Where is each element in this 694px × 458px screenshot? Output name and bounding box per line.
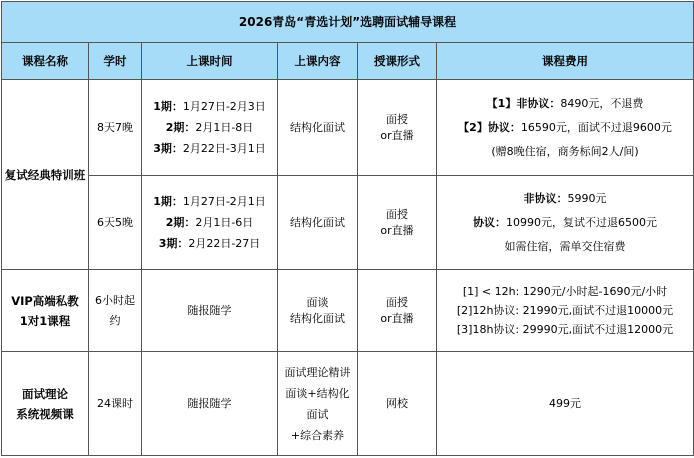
table-row <box>2 352 694 456</box>
fee-value: 10990元，复试不过退6500元 <box>506 215 657 229</box>
course-content <box>278 352 358 456</box>
format-line: or直播 <box>380 128 414 142</box>
table-row <box>2 176 694 270</box>
header-content: 上课内容 <box>278 43 358 80</box>
table-row <box>2 80 694 176</box>
header-fee: 课程费用 <box>437 43 694 80</box>
course-name <box>2 80 89 270</box>
schedule-value: 2月1日-6日 <box>195 216 254 229</box>
header-hours: 学时 <box>89 43 142 80</box>
course-hours: 8天7晚 <box>89 80 142 176</box>
fee-label: 【1】非协议： <box>486 96 561 110</box>
schedule-value: 2月22日-3月1日 <box>182 142 266 155</box>
schedule-label: 1期： <box>153 195 183 208</box>
course-format: 网校 <box>358 352 437 456</box>
fee-note: (赠8晚住宿，商务标间2人/间) <box>491 144 639 158</box>
fee-value: 16590元，面试不过退9600元 <box>520 120 672 134</box>
course-schedule: 随报随学 <box>142 270 278 352</box>
course-fee <box>437 270 694 352</box>
course-name <box>2 352 89 456</box>
course-fee <box>437 80 694 176</box>
schedule-label: 1期： <box>153 100 183 113</box>
course-name-line: 1对1课程 <box>19 313 71 328</box>
course-format <box>358 80 437 176</box>
course-format <box>358 176 437 270</box>
fee-line: [1] < 12h: 1290元/小时起-1690元/小时 <box>462 285 668 298</box>
format-line: 面授 <box>386 207 408 221</box>
course-format <box>358 270 437 352</box>
course-schedule <box>142 176 278 270</box>
course-fee <box>437 176 694 270</box>
course-name-line: 面试理论 <box>22 386 68 401</box>
header-course-name: 课程名称 <box>2 43 89 80</box>
fee-value: 5990元 <box>567 191 607 205</box>
course-name-line: 系统视频课 <box>16 406 74 421</box>
course-name <box>2 270 89 352</box>
schedule-label: 2期： <box>165 216 196 229</box>
format-line: or直播 <box>380 311 414 325</box>
fee-value: 8490元，不退费 <box>560 96 644 110</box>
header-schedule: 上课时间 <box>142 43 278 80</box>
content-line: 面试 <box>306 407 329 421</box>
course-fee: 499元 <box>437 352 694 456</box>
format-line: 面授 <box>386 112 408 126</box>
course-name-text: 复试经典特训班 <box>4 167 86 182</box>
content-line: +综合素养 <box>290 428 345 442</box>
fee-label: 协议： <box>473 215 506 229</box>
course-content <box>278 270 358 352</box>
schedule-value: 2月22日-27日 <box>188 237 261 250</box>
schedule-label: 2期： <box>165 121 196 134</box>
title-row <box>2 2 694 43</box>
table-title: 2026青岛“青选计划”选聘面试辅导课程 <box>2 2 694 43</box>
table-row <box>2 270 694 352</box>
fee-line: [2]12h协议: 21990元,面试不过退10000元 <box>456 304 674 317</box>
fee-note: 如需住宿，需单交住宿费 <box>504 239 626 253</box>
content-line: 结构化面试 <box>290 311 345 325</box>
schedule-value: 1月27日-2月3日 <box>182 100 266 113</box>
format-line: 面授 <box>386 295 408 309</box>
content-line: 面试理论精讲 <box>284 365 351 379</box>
content-line: 面谈+结构化 <box>285 386 350 400</box>
header-row <box>2 43 694 80</box>
fee-label: 非协议： <box>523 191 568 205</box>
header-format: 授课形式 <box>358 43 437 80</box>
course-name-line: VIP高端私教 <box>11 293 79 308</box>
fee-line: [3]18h协议: 29990元,面试不过退12000元 <box>456 323 674 336</box>
course-hours: 24课时 <box>89 352 142 456</box>
content-line: 面谈 <box>306 295 329 309</box>
fee-label: 【2】协议： <box>458 120 521 134</box>
course-table <box>1 1 694 456</box>
schedule-value: 2月1日-8日 <box>195 121 254 134</box>
schedule-value: 1月27日-2月1日 <box>182 195 266 208</box>
schedule-label: 3期： <box>158 237 189 250</box>
course-hours: 6小时起约 <box>89 270 142 352</box>
course-schedule: 随报随学 <box>142 352 278 456</box>
format-line: or直播 <box>380 223 414 237</box>
course-content: 结构化面试 <box>278 80 358 176</box>
course-schedule <box>142 80 278 176</box>
schedule-label: 3期： <box>153 142 183 155</box>
course-hours: 6天5晚 <box>89 176 142 270</box>
course-content: 结构化面试 <box>278 176 358 270</box>
